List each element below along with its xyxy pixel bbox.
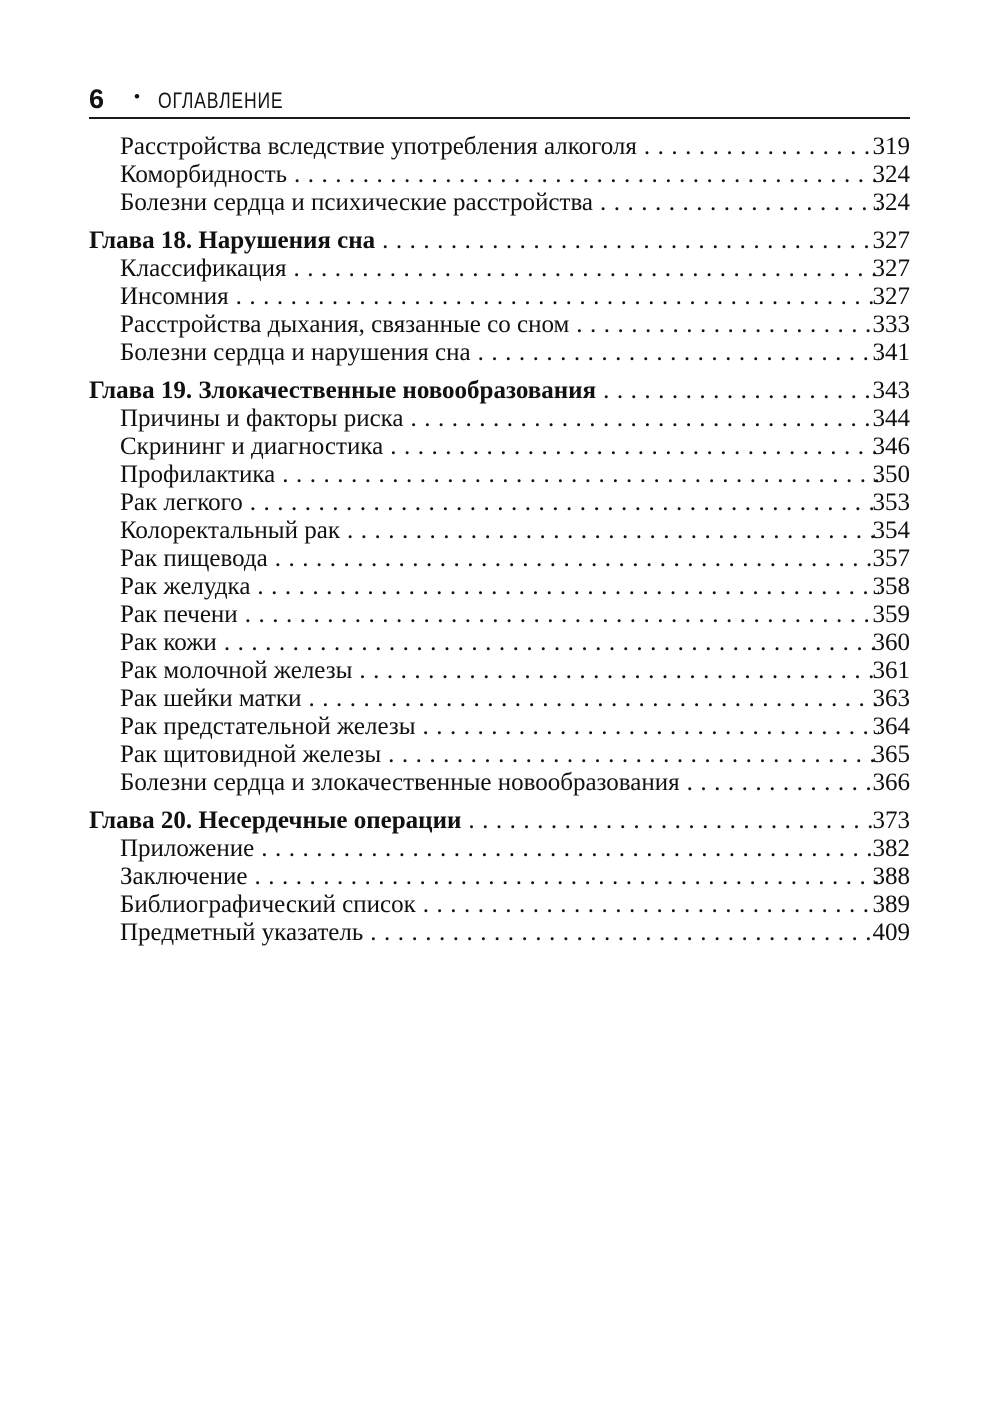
toc-leader-dots (268, 545, 879, 573)
header-rule (89, 117, 910, 119)
toc-leader-dots (248, 863, 879, 891)
toc-entry-title: Рак легкого (120, 489, 243, 516)
toc-row (89, 769, 910, 797)
toc-row (89, 161, 910, 189)
toc-leader-dots (381, 741, 878, 769)
toc-page-number: 409 (872, 919, 910, 946)
toc-entry-title: Рак желудка (120, 573, 251, 600)
toc-row (89, 545, 910, 573)
toc-entry-title: Болезни сердца и злокачественные новообразования (120, 769, 680, 796)
toc-row (89, 517, 910, 545)
toc-page-number: 382 (872, 835, 910, 862)
toc-row (89, 433, 910, 461)
toc-page-number: 389 (872, 891, 910, 918)
toc-row (89, 133, 910, 161)
toc-row (89, 489, 910, 517)
toc-leader-dots (404, 405, 879, 433)
toc-entry-title: Предметный указатель (120, 919, 364, 946)
toc-leader-dots (287, 255, 879, 283)
toc-row (89, 807, 910, 835)
toc-page-number: 350 (872, 461, 910, 488)
toc-entry-title: Рак печени (120, 601, 238, 628)
bullet-icon: • (134, 87, 140, 106)
toc-page-number: 366 (872, 769, 910, 796)
toc-page-number: 327 (872, 227, 910, 254)
toc-page-number: 388 (872, 863, 910, 890)
toc-row (89, 311, 910, 339)
toc-page-number: 364 (872, 713, 910, 740)
toc-entry-title: Инсомния (120, 283, 229, 310)
toc-leader-dots (254, 835, 878, 863)
toc-page-number: 344 (872, 405, 910, 432)
toc-page-number: 327 (872, 283, 910, 310)
toc-page-number: 327 (872, 255, 910, 282)
toc-leader-dots (471, 339, 879, 367)
toc-page-number: 354 (872, 517, 910, 544)
toc-leader-dots (352, 657, 878, 685)
toc-leader-dots (229, 283, 879, 311)
toc-page-number: 373 (872, 807, 910, 834)
toc-leader-dots (569, 311, 878, 339)
toc-entry-title: Профилактика (120, 461, 276, 488)
toc-chapter-title: Глава 19. Злокачественные новообразования (89, 377, 597, 404)
toc-entry-title: Заключение (120, 863, 248, 890)
toc-row (89, 891, 910, 919)
toc-row (89, 629, 910, 657)
toc-entry-title: Рак кожи (120, 629, 217, 656)
toc-page-number: 365 (872, 741, 910, 768)
toc-page-number: 319 (872, 133, 910, 160)
toc-row (89, 863, 910, 891)
toc-leader-dots (275, 461, 878, 489)
toc-entry-title: Рак молочной железы (120, 657, 353, 684)
toc-entry-title: Библиографический список (120, 891, 416, 918)
toc-leader-dots (363, 919, 878, 947)
toc-row (89, 657, 910, 685)
toc-entry-title: Рак щитовидной железы (120, 741, 382, 768)
toc-leader-dots (596, 377, 878, 405)
toc-chapter-title: Глава 20. Несердечные операции (89, 807, 462, 834)
toc-row (89, 255, 910, 283)
toc-page-number: 358 (872, 573, 910, 600)
toc-leader-dots (383, 433, 878, 461)
toc-leader-dots (416, 891, 879, 919)
toc-row (89, 339, 910, 367)
toc-leader-dots (680, 769, 879, 797)
toc-page-number: 353 (872, 489, 910, 516)
toc-leader-dots (287, 161, 878, 189)
toc-list (89, 133, 910, 947)
toc-entry-title: Скрининг и диагностика (120, 433, 384, 460)
toc-entry-title: Рак предстательной железы (120, 713, 416, 740)
toc-page-number: 343 (872, 377, 910, 404)
toc-row (89, 227, 910, 255)
toc-row (89, 377, 910, 405)
toc-entry-title: Болезни сердца и психические расстройства (120, 189, 594, 216)
toc-leader-dots (375, 227, 878, 255)
toc-leader-dots (238, 601, 879, 629)
header-title: ОГЛАВЛЕНИЕ (157, 88, 284, 113)
toc-leader-dots (243, 489, 879, 517)
toc-leader-dots (250, 573, 878, 601)
toc-leader-dots (340, 517, 879, 545)
toc-page-number: 324 (872, 189, 910, 216)
toc-entry-title: Колоректальный рак (120, 517, 340, 544)
toc-page-number: 363 (872, 685, 910, 712)
running-header (89, 84, 910, 114)
toc-row (89, 405, 910, 433)
toc-page-number: 324 (872, 161, 910, 188)
toc-page-number: 361 (872, 657, 910, 684)
toc-row (89, 685, 910, 713)
toc-row (89, 741, 910, 769)
toc-row (89, 573, 910, 601)
toc-entry-title: Расстройства вследствие употребления алкоголя (120, 133, 637, 160)
toc-entry-title: Рак шейки матки (120, 685, 302, 712)
toc-leader-dots (301, 685, 878, 713)
toc-entry-title: Коморбидность (120, 161, 288, 188)
toc-entry-title: Классификация (120, 255, 287, 282)
page-number: 6 (89, 84, 105, 114)
toc-chapter-title: Глава 18. Нарушения сна (89, 227, 376, 254)
toc-page-number: 357 (872, 545, 910, 572)
toc-page-number: 360 (872, 629, 910, 656)
toc-row (89, 919, 910, 947)
toc-row (89, 835, 910, 863)
toc-row (89, 601, 910, 629)
toc-page-number: 346 (872, 433, 910, 460)
toc-page-number: 341 (872, 339, 910, 366)
toc-row (89, 283, 910, 311)
toc-leader-dots (217, 629, 879, 657)
toc-leader-dots (461, 807, 878, 835)
toc-entry-title: Приложение (120, 835, 255, 862)
toc-entry-title: Рак пищевода (120, 545, 268, 572)
toc-leader-dots (593, 189, 878, 217)
toc-row (89, 713, 910, 741)
toc-leader-dots (416, 713, 879, 741)
toc-entry-title: Расстройства дыхания, связанные со сном (120, 311, 570, 338)
toc-row (89, 461, 910, 489)
toc-entry-title: Болезни сердца и нарушения сна (120, 339, 471, 366)
toc-leader-dots (637, 133, 879, 161)
toc-page-number: 333 (872, 311, 910, 338)
toc-entry-title: Причины и факторы риска (120, 405, 404, 432)
toc-page-number: 359 (872, 601, 910, 628)
toc-row (89, 189, 910, 217)
